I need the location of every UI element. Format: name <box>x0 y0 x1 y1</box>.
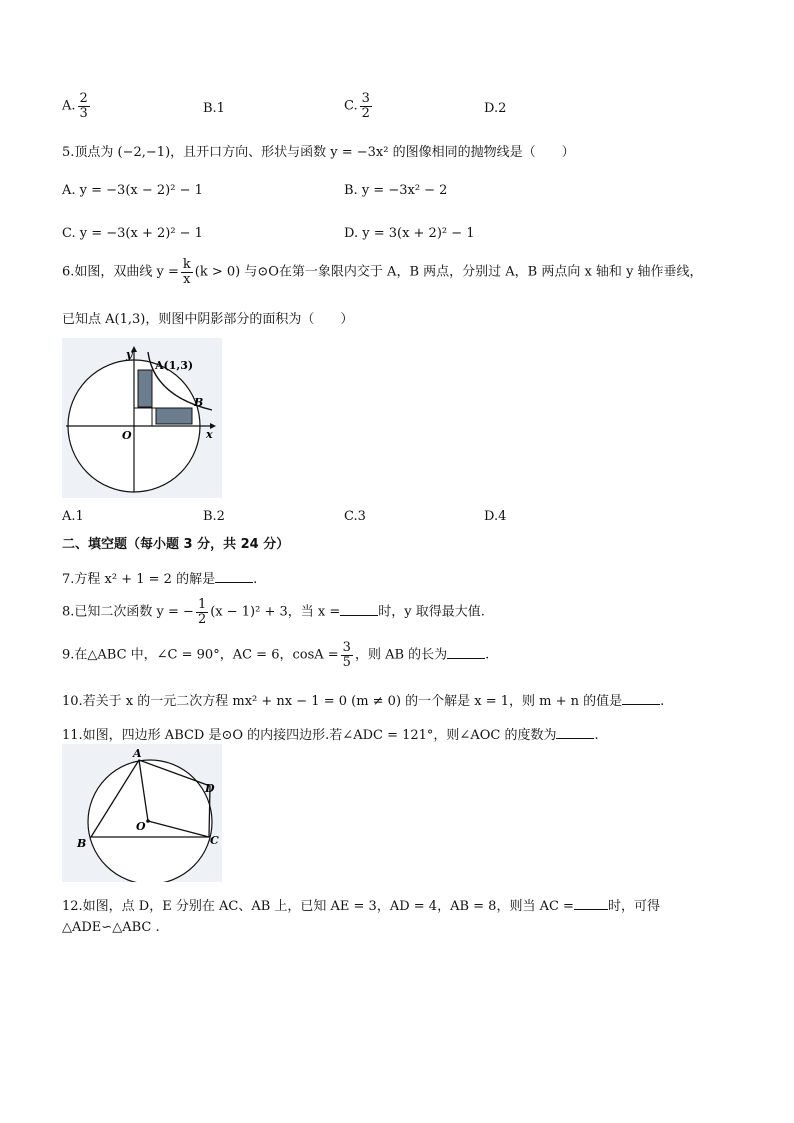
section-heading-fill-in: 二、填空题（每小题 3 分，共 24 分） <box>62 537 290 552</box>
q11-figure <box>62 744 222 882</box>
q9-answer-blank[interactable] <box>447 646 485 659</box>
q11-label-a: A <box>133 747 142 760</box>
q6-label-y: y <box>126 348 133 361</box>
q12-answer-blank[interactable] <box>574 897 608 910</box>
q8: 8.已知二次函数 y = − $\frac{1}{2}$ (x − 1)² + 3，当 x = 时，y 取得最大值. <box>62 597 485 627</box>
q6-label-b: B <box>194 396 204 409</box>
q11-label-b: B <box>77 837 87 850</box>
q9: 9.在△ABC 中，∠C = 90°，AC = 6，cosA = $\frac{3}{5}$ ，则 AB 的长为 . <box>62 640 490 670</box>
q6-shaded-rect-b <box>156 408 192 424</box>
q4-option-d: D.2 <box>484 101 507 116</box>
q7-answer-blank[interactable] <box>215 570 253 583</box>
q11: 11.如图，四边形 ABCD 是⊙O 的内接四边形.若∠ADC = 121°，则∠AOC 的度数为 . <box>62 728 599 743</box>
q10-answer-blank[interactable] <box>622 692 660 705</box>
q6-option-c: C.3 <box>344 509 366 524</box>
q5-option-d: D. y = 3(x + 2)² − 1 <box>344 226 475 241</box>
q6-option-b: B.2 <box>203 509 225 524</box>
q6-shaded-rect-a <box>138 370 152 407</box>
q6-option-a: A.1 <box>62 509 84 524</box>
q6-label-a: A(1,3) <box>155 359 194 372</box>
q11-label-d: D <box>205 782 215 795</box>
q5-option-c: C. y = −3(x + 2)² − 1 <box>62 226 203 241</box>
q11-answer-blank[interactable] <box>556 726 594 739</box>
q5-stem: 5.顶点为 (−2,−1)，且开口方向、形状与函数 y = −3x² 的图像相同的抛物线是（ ） <box>62 145 575 160</box>
q5-option-b: B. y = −3x² − 2 <box>344 183 448 198</box>
q4-option-b: B.1 <box>203 101 225 116</box>
q10: 10.若关于 x 的一元二次方程 mx² + nx − 1 = 0 (m ≠ 0) 的一个解是 x = 1，则 m + n 的值是 . <box>62 694 665 709</box>
q7: 7.方程 x² + 1 = 2 的解是 . <box>62 572 258 587</box>
q11-center-dot <box>146 819 150 823</box>
q12-line2: △ADE∽△ABC . <box>62 920 160 935</box>
q4-option-c: C. $\frac{3}{2}$ <box>344 91 370 121</box>
q6-stem: 6.如图，双曲线 y = $\frac{k}{x}$ (k > 0) 与⊙O在第一象限内交于 A，B 两点，分别过 A，B 两点向 x 轴和 y 轴作垂线， <box>62 257 703 287</box>
q6-stem-line2: 已知点 A(1,3)，则图中阴影部分的面积为（ ） <box>62 312 354 327</box>
q6-option-d: D.4 <box>484 509 507 524</box>
q4-option-a: A. $\frac{2}{3}$ <box>62 91 88 121</box>
q12: 12.如图，点 D，E 分别在 AC、AB 上，已知 AE = 3，AD = 4，AB = 8，则当 AC = 时，可得 <box>62 899 660 914</box>
q11-label-o: O <box>136 820 146 833</box>
q5-option-a: A. y = −3(x − 2)² − 1 <box>62 183 203 198</box>
q6-label-x: x <box>206 428 213 441</box>
q11-label-c: C <box>210 834 219 847</box>
q6-figure <box>62 338 222 498</box>
q8-answer-blank[interactable] <box>340 603 378 616</box>
q6-label-o: O <box>122 429 132 442</box>
